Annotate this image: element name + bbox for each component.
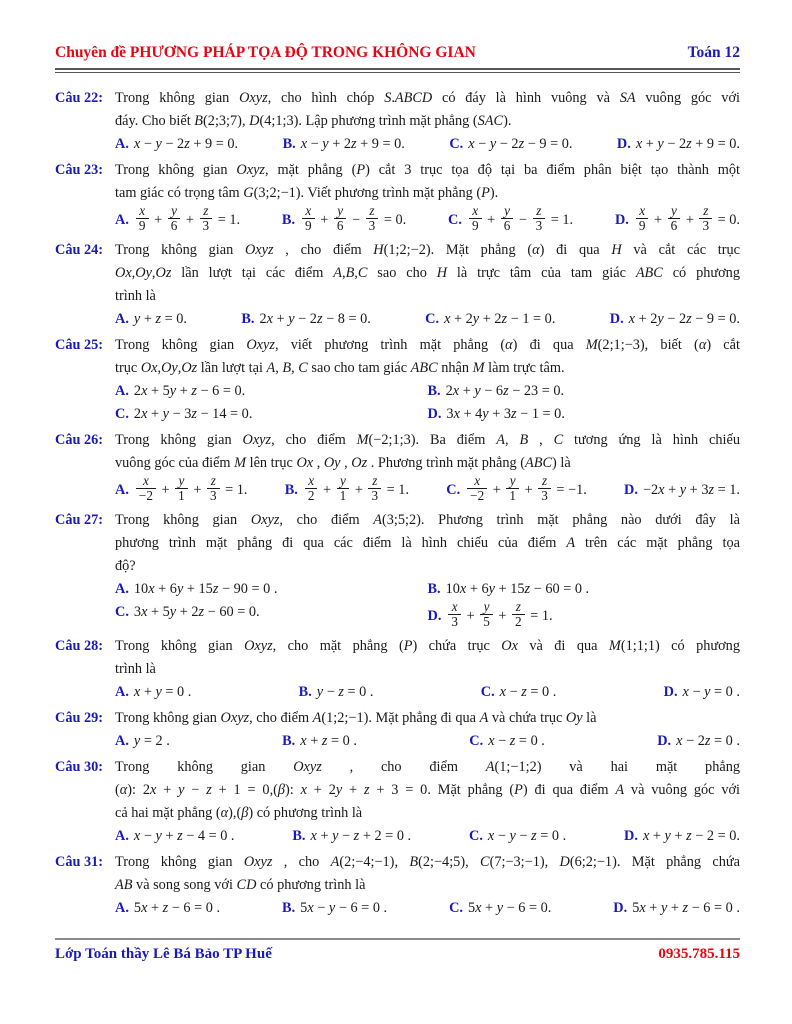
- question-text-line: AB và song song với CD có phương trình là: [115, 877, 366, 893]
- question-body: [115, 334, 740, 426]
- option-letter: C.: [115, 406, 129, 422]
- option-letter: D.: [614, 211, 629, 228]
- option-letter: A.: [115, 684, 129, 700]
- fraction: $\frac{z}{2}$: [512, 600, 525, 629]
- answer-options: [115, 205, 740, 236]
- option-b: [428, 380, 741, 403]
- question-number-label: Câu 25:: [55, 337, 104, 353]
- option-d: [613, 897, 740, 920]
- option-b: [282, 897, 387, 920]
- option-letter: C.: [469, 828, 483, 844]
- option-d: [617, 133, 740, 156]
- option-letter: B.: [282, 136, 296, 152]
- question-text-line: Trong không gian Oxyz, cho hình chóp S.ABCD có đáy là hình vuông và SA vuông góc với: [115, 90, 740, 106]
- option-formula: $\frac{x}{9}$ + $\frac{y}{6}$ − $\frac{z}{3}$ = 0.: [300, 212, 406, 228]
- option-letter: C.: [446, 481, 461, 498]
- option-a: [115, 133, 238, 156]
- option-c: [449, 897, 551, 920]
- option-b: [283, 133, 405, 156]
- question-text-line: Trong không gian Oxyz , cho A(2;−4;−1), B(2;−4;5), C(7;−3;−1), D(6;2;−1). Mặt phẳng chứa: [115, 854, 740, 870]
- option-c: [425, 308, 555, 331]
- option-formula: x − z = 0 .: [488, 733, 545, 749]
- option-formula: 10x + 6y + 15z − 60 = 0 .: [445, 581, 590, 597]
- option-formula: $\frac{x}{9}$ + $\frac{y}{6}$ + $\frac{z}{3}$ = 1.: [134, 212, 240, 228]
- option-letter: A.: [115, 311, 129, 327]
- option-formula: x − y − 2z − 9 = 0.: [468, 136, 573, 152]
- option-formula: x + 2y − 2z − 9 = 0.: [628, 311, 740, 327]
- header-grade-label: Toán 12: [687, 44, 740, 61]
- answer-options: [115, 730, 740, 753]
- questions-list: [55, 73, 740, 938]
- option-formula: −2x + y + 3z = 1.: [642, 482, 740, 498]
- option-letter: B.: [284, 481, 298, 498]
- fraction: $\frac{z}{3}$: [366, 204, 379, 233]
- question-text-line: Trong không gian Oxyz , cho điểm A(1;−1;2) và hai mặt phẳng: [115, 759, 740, 775]
- option-letter: C.: [449, 136, 464, 152]
- option-d: [428, 601, 741, 632]
- option-letter: C.: [469, 733, 484, 749]
- fraction: $\frac{y}{6}$: [501, 204, 514, 233]
- answer-options: [115, 825, 740, 848]
- option-letter: B.: [427, 383, 441, 399]
- option-letter: B.: [292, 828, 306, 844]
- question-24: [55, 239, 740, 331]
- option-b: [241, 308, 370, 331]
- option-letter: C.: [449, 900, 463, 916]
- question-number-label: Câu 22:: [55, 90, 104, 106]
- option-letter: A.: [115, 481, 129, 498]
- option-formula: x − y − z = 0 .: [487, 828, 567, 844]
- answer-options: [115, 578, 740, 632]
- fraction: $\frac{z}{3}$: [207, 474, 220, 503]
- question-25: [55, 334, 740, 426]
- option-b: [282, 730, 357, 753]
- question-31: [55, 851, 740, 920]
- option-d: [624, 825, 740, 848]
- question-number-label: Câu 29:: [55, 710, 104, 726]
- question-text-line: vuông góc của điểm M lên trục Ox , Oy , Oz . Phương trình mặt phẳng (ABC) là: [115, 455, 571, 471]
- option-letter: D.: [613, 900, 628, 916]
- option-letter: B.: [427, 581, 441, 597]
- option-a: [115, 730, 170, 753]
- question-text-line: Ox,Oy,Oz lần lượt tại các điểm A,B,C sao cho H là trực tâm của tam giác ABC có phương: [115, 265, 740, 281]
- question-text-line: Trong không gian Oxyz, cho điểm A(3;5;2). Phương trình mặt phẳng nào dưới đây là: [115, 512, 740, 528]
- question-text-line: trình là: [115, 661, 156, 677]
- fraction: $\frac{z}{3}$: [699, 204, 712, 233]
- question-text-line: Trong không gian Oxyz, cho điểm A(1;2;−1). Mặt phẳng đi qua A và chứa trục Oy là: [115, 710, 597, 726]
- question-body: [115, 87, 740, 156]
- question-27: [55, 509, 740, 632]
- option-letter: D.: [624, 482, 638, 498]
- option-formula: x + 2y + 2z − 1 = 0.: [444, 311, 556, 327]
- question-body: [115, 239, 740, 331]
- option-formula: 5x + y + z − 6 = 0 .: [632, 900, 740, 916]
- question-text-line: độ?: [115, 558, 136, 574]
- option-letter: A.: [115, 136, 129, 152]
- option-a: [115, 897, 220, 920]
- option-letter: B.: [298, 684, 312, 700]
- question-number-label: Câu 27:: [55, 512, 104, 528]
- option-formula: x − y − 2z + 9 = 0.: [133, 136, 239, 152]
- question-body: [115, 159, 740, 236]
- option-c: [448, 205, 573, 236]
- option-b: [292, 825, 411, 848]
- question-text-line: tam giác có trọng tâm G(3;2;−1). Viết phương trình mặt phẳng (P).: [115, 185, 499, 201]
- question-26: [55, 429, 740, 506]
- fraction: $\frac{y}{6}$: [668, 204, 681, 233]
- question-text-line: phương trình mặt phẳng đi qua các điểm là hình chiếu của điểm A trên các mặt phẳng tọa: [115, 535, 740, 551]
- answer-options: [115, 681, 740, 704]
- question-30: [55, 756, 740, 848]
- fraction: $\frac{x}{3}$: [448, 600, 461, 629]
- question-text-line: Trong không gian Oxyz , cho điểm H(1;2;−2). Mặt phẳng (α) đi qua H và cắt các trục: [115, 242, 740, 258]
- question-body: [115, 756, 740, 848]
- fraction: $\frac{y}{1}$: [175, 474, 188, 503]
- option-formula: x − 2z = 0 .: [676, 733, 740, 749]
- question-body: [115, 429, 740, 506]
- option-letter: C.: [480, 684, 495, 700]
- option-c: [115, 403, 428, 426]
- fraction: $\frac{z}{3}$: [200, 204, 213, 233]
- option-letter: A.: [115, 900, 129, 916]
- option-c: [446, 475, 587, 506]
- answer-options: [115, 308, 740, 331]
- fraction: $\frac{x}{-2}$: [467, 474, 487, 503]
- option-formula: y = 2 .: [133, 733, 170, 749]
- question-text-line: cả hai mặt phẳng (α),(β) có phương trình là: [115, 805, 363, 821]
- option-c: [481, 681, 557, 704]
- option-formula: $\frac{x}{3}$ + $\frac{y}{5}$ + $\frac{z}{2}$ = 1.: [446, 608, 552, 624]
- option-b: [428, 578, 741, 601]
- option-formula: x − y = 0 .: [682, 684, 740, 700]
- answer-options: [115, 380, 740, 426]
- fraction: $\frac{z}{3}$: [533, 204, 546, 233]
- option-formula: x + y − 2z + 9 = 0.: [635, 136, 740, 152]
- question-text-line: (α): 2x + y − z + 1 = 0,(β): x + 2y + z + 3 = 0. Mặt phẳng (P) đi qua điểm A và vuông góc với: [115, 782, 740, 798]
- question-text-line: trục Ox,Oy,Oz lần lượt tại A, B, C sao cho tam giác ABC nhận M làm trực tâm.: [115, 360, 565, 376]
- option-formula: $\frac{x}{-2}$ + $\frac{y}{1}$ + $\frac{z}{3}$ = −1.: [465, 482, 587, 498]
- fraction: $\frac{x}{2}$: [305, 474, 318, 503]
- option-letter: A.: [115, 828, 129, 844]
- option-letter: B.: [281, 211, 296, 228]
- option-letter: C.: [448, 211, 462, 228]
- option-formula: $\frac{x}{2}$ + $\frac{y}{1}$ + $\frac{z}{3}$ = 1.: [303, 482, 409, 498]
- question-number-label: Câu 26:: [55, 432, 104, 448]
- option-formula: $\frac{x}{-2}$ + $\frac{y}{1}$ + $\frac{z}{3}$ = 1.: [134, 482, 248, 498]
- option-letter: A.: [115, 733, 129, 749]
- option-formula: 5x + z − 6 = 0 .: [133, 900, 221, 916]
- option-letter: C.: [425, 311, 440, 327]
- option-letter: C.: [115, 604, 129, 620]
- option-formula: 2x + y − 3z − 14 = 0.: [133, 406, 253, 422]
- option-formula: x − z = 0 .: [499, 684, 557, 700]
- question-text-line: Trong không gian Oxyz, cho mặt phẳng (P) chứa trục Ox và đi qua M(1;1;1) có phương: [115, 638, 740, 654]
- option-a: [115, 380, 428, 403]
- fraction: $\frac{x}{-2}$: [136, 474, 156, 503]
- question-body: [115, 635, 740, 704]
- option-letter: D.: [609, 311, 624, 327]
- option-formula: x + z = 0 .: [300, 733, 357, 749]
- answer-options: [115, 897, 740, 920]
- option-d: [610, 308, 740, 331]
- question-23: [55, 159, 740, 236]
- question-text-line: Trong không gian Oxyz, viết phương trình mặt phẳng (α) đi qua M(2;1;−3), biết (α) cắt: [115, 337, 740, 353]
- footer-phone-number: 0935.785.115: [658, 946, 740, 962]
- question-body: [115, 851, 740, 920]
- option-letter: D.: [657, 733, 672, 749]
- option-formula: $\frac{x}{9}$ + $\frac{y}{6}$ + $\frac{z}{3}$ = 0.: [634, 212, 740, 228]
- page-footer: [55, 938, 740, 964]
- option-formula: y + z = 0.: [133, 311, 187, 327]
- fraction: $\frac{y}{6}$: [168, 204, 181, 233]
- option-a: [115, 205, 240, 236]
- option-formula: 5x + y − 6 = 0.: [467, 900, 552, 916]
- question-number-label: Câu 31:: [55, 854, 104, 870]
- question-29: [55, 707, 740, 753]
- option-letter: B.: [282, 733, 296, 749]
- option-b: [282, 205, 406, 236]
- option-formula: x − y + 2z + 9 = 0.: [300, 136, 405, 152]
- option-formula: x + y = 0 .: [133, 684, 192, 700]
- fraction: $\frac{x}{9}$: [469, 204, 482, 233]
- fraction: $\frac{x}{9}$: [636, 204, 649, 233]
- option-formula: 2x + 5y + z − 6 = 0.: [133, 383, 246, 399]
- option-c: [449, 133, 572, 156]
- question-number-label: Câu 30:: [55, 759, 104, 775]
- fraction: $\frac{z}{3}$: [538, 474, 551, 503]
- option-a: [115, 578, 428, 601]
- option-d: [428, 403, 741, 426]
- question-text-line: Trong không gian Oxyz, cho điểm M(−2;1;3). Ba điểm A, B , C tương ứng là hình chiếu: [115, 432, 740, 448]
- option-letter: D.: [427, 406, 442, 422]
- option-letter: D.: [663, 684, 678, 700]
- option-formula: x + y − z + 2 = 0 .: [310, 828, 412, 844]
- question-28: [55, 635, 740, 704]
- question-22: [55, 87, 740, 156]
- question-text-line: trình là: [115, 288, 156, 304]
- answer-options: [115, 133, 740, 156]
- option-formula: y − z = 0 .: [316, 684, 374, 700]
- option-d: [657, 730, 740, 753]
- question-text-line: đáy. Cho biết B(2;3;7), D(4;1;3). Lập phương trình mặt phẳng (SAC).: [115, 113, 512, 129]
- option-formula: x − y + z − 4 = 0 .: [133, 828, 235, 844]
- option-letter: D.: [427, 607, 442, 624]
- option-letter: B.: [282, 900, 296, 916]
- option-b: [285, 475, 409, 506]
- fraction: $\frac{y}{1}$: [337, 474, 350, 503]
- fraction: $\frac{x}{9}$: [302, 204, 315, 233]
- option-a: [115, 681, 191, 704]
- option-formula: 3x + 4y + 3z − 1 = 0.: [446, 406, 565, 422]
- option-d: [624, 479, 740, 502]
- question-text-line: Trong không gian Oxyz, mặt phẳng (P) cắt 3 trục tọa độ tại ba điểm phân biệt tạo thành một: [115, 162, 740, 178]
- fraction: $\frac{y}{6}$: [334, 204, 347, 233]
- page-header: [55, 44, 740, 73]
- option-formula: 2x + y − 6z − 23 = 0.: [445, 383, 565, 399]
- question-number-label: Câu 24:: [55, 242, 104, 258]
- option-formula: 2x + y − 2z − 8 = 0.: [259, 311, 371, 327]
- fraction: $\frac{x}{9}$: [136, 204, 149, 233]
- option-c: [469, 730, 545, 753]
- question-body: [115, 707, 740, 753]
- question-number-label: Câu 28:: [55, 638, 104, 654]
- option-formula: 10x + 6y + 15z − 90 = 0 .: [133, 581, 278, 597]
- option-letter: A.: [115, 581, 129, 597]
- option-a: [115, 825, 235, 848]
- option-d: [615, 205, 740, 236]
- fraction: $\frac{z}{3}$: [368, 474, 381, 503]
- option-c: [469, 825, 566, 848]
- option-formula: x + y + z − 2 = 0.: [642, 828, 740, 844]
- fraction: $\frac{y}{5}$: [480, 600, 493, 629]
- option-formula: $\frac{x}{9}$ + $\frac{y}{6}$ − $\frac{z}{3}$ = 1.: [467, 212, 573, 228]
- question-number-label: Câu 23:: [55, 162, 104, 178]
- option-letter: D.: [624, 828, 638, 844]
- option-c: [115, 601, 428, 632]
- option-a: [115, 475, 248, 506]
- option-formula: 5x − y − 6 = 0 .: [300, 900, 388, 916]
- option-formula: 3x + 5y + 2z − 60 = 0.: [133, 604, 260, 620]
- footer-class-name: Lớp Toán thầy Lê Bá Bảo TP Huế: [55, 946, 272, 962]
- option-a: [115, 308, 187, 331]
- answer-options: [115, 475, 740, 506]
- option-b: [299, 681, 374, 704]
- option-letter: D.: [616, 136, 631, 152]
- fraction: $\frac{y}{1}$: [506, 474, 519, 503]
- option-letter: A.: [115, 211, 129, 228]
- page-title: Chuyên đề PHƯƠNG PHÁP TỌA ĐỘ TRONG KHÔNG GIAN: [55, 44, 476, 61]
- option-d: [664, 681, 740, 704]
- option-letter: A.: [115, 383, 129, 399]
- option-letter: B.: [241, 311, 255, 327]
- question-body: [115, 509, 740, 632]
